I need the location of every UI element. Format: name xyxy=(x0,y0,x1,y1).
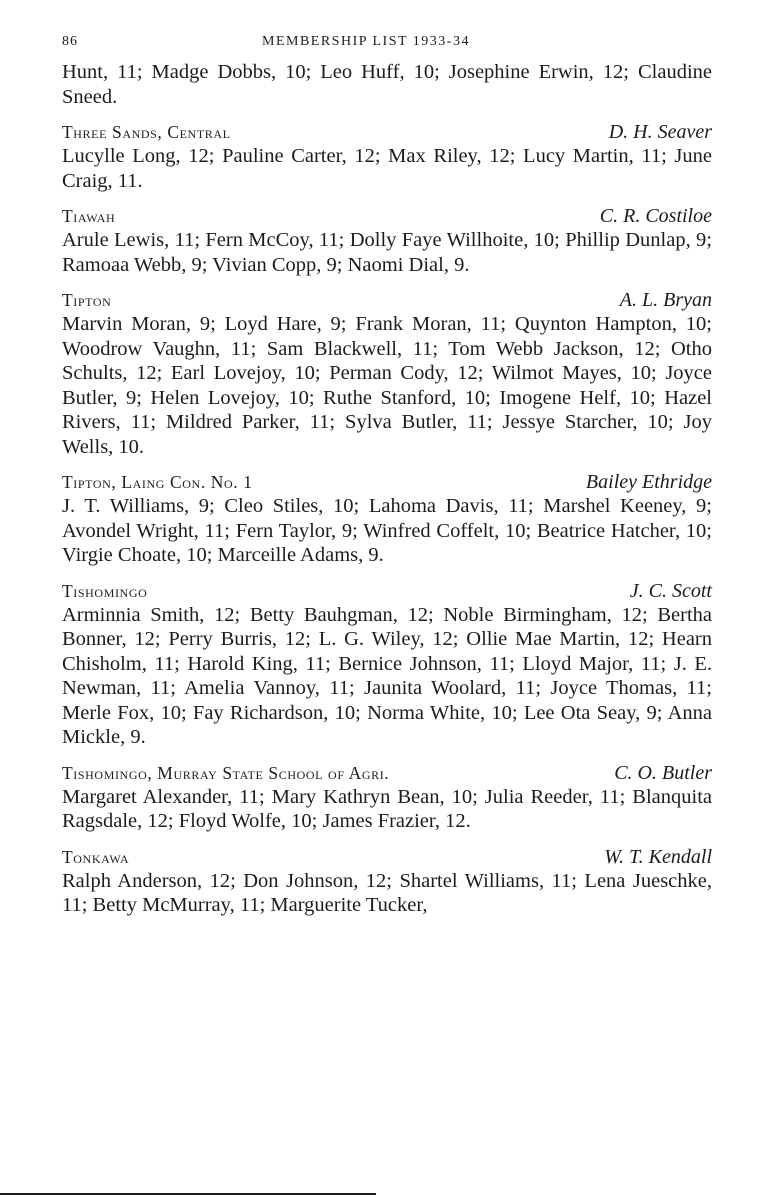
school-entry-tipton xyxy=(62,288,712,459)
running-title: MEMBERSHIP LIST 1933-34 xyxy=(262,34,470,49)
sponsor-name: D. H. Seaver xyxy=(608,121,712,143)
school-name: Tipton, Laing Con. No. 1 xyxy=(62,472,253,492)
entry-heading xyxy=(62,761,712,785)
sponsor-name: J. C. Scott xyxy=(629,579,712,602)
member-list: Lucylle Long, 12; Pauline Carter, 12; Max Riley, 12; Lucy Martin, 11; June Craig, 11. xyxy=(62,145,712,192)
sponsor-name: W. T. Kendall xyxy=(604,845,712,868)
school-entry-tonkawa xyxy=(62,845,712,918)
entry-heading xyxy=(62,579,712,603)
entry-heading xyxy=(62,845,712,869)
school-name: Tiawah xyxy=(62,206,116,226)
running-header xyxy=(62,30,712,60)
member-list: Arule Lewis, 11; Fern McCoy, 11; Dolly Faye Willhoite, 10; Phillip Dunlap, 9; Ramoaa Webb, 9; Vivian Copp, 9; Naomi Dial, 9. xyxy=(62,229,712,276)
school-name: Tishomingo xyxy=(62,580,148,601)
continuation-paragraph: Hunt, 11; Madge Dobbs, 10; Leo Huff, 10; Josephine Erwin, 12; Claudine Sneed. xyxy=(62,61,712,108)
member-list: Ralph Anderson, 12; Don Johnson, 12; Shartel Williams, 11; Lena Jueschke, 11; Betty McMurray, 11; Marguerite Tucker, xyxy=(62,869,712,916)
member-list: Margaret Alexander, 11; Mary Kathryn Bean, 10; Julia Reeder, 11; Blanquita Ragsdale, 12; Floyd Wolfe, 10; James Frazier, 12. xyxy=(62,785,712,832)
school-entry-three-sands-central xyxy=(62,120,712,193)
page-number: 86 xyxy=(62,34,78,49)
sponsor-name: A. L. Bryan xyxy=(619,289,712,311)
entry-heading xyxy=(62,204,712,228)
sponsor-name: C. R. Costiloe xyxy=(599,205,712,227)
entry-heading xyxy=(62,120,712,144)
member-list: Arminnia Smith, 12; Betty Bauhgman, 12; Noble Birmingham, 12; Bertha Bonner, 12; Perry Burris, 12; L. G. Wiley, 12; Ollie Mae Martin, 12; Hearn Chisholm, 11; Harold King, 11; Bernice Johnson, 11; Lloyd Major, 11; J. E. Newman, 11; Amelia Vannoy, 11; Jaunita Woolard, 11; Joyce Thomas, 11; Merle Fox, 10; Fay Richardson, 10; Norma White, 10; Lee Ota Seay, 9; Anna Mickle, 9. xyxy=(62,603,712,748)
school-entry-tiawah xyxy=(62,204,712,277)
school-entry-tishomingo-murray xyxy=(62,761,712,834)
school-name: Three Sands, Central xyxy=(62,122,231,142)
school-entry-tipton-laing xyxy=(62,470,712,568)
entry-heading xyxy=(62,470,712,494)
school-name: Tonkawa xyxy=(62,846,130,867)
bottom-divider xyxy=(0,1193,376,1195)
school-entry-tishomingo xyxy=(62,579,712,750)
sponsor-name: C. O. Butler xyxy=(614,761,712,784)
school-name: Tishomingo, Murray State School of Agri. xyxy=(62,762,390,783)
school-name: Tipton xyxy=(62,290,112,310)
sponsor-name: Bailey Ethridge xyxy=(585,471,712,493)
member-list: Marvin Moran, 9; Loyd Hare, 9; Frank Moran, 11; Quynton Hampton, 10; Woodrow Vaughn, 11; Sam Blackwell, 11; Tom Webb Jackson, 12; Otho Schults, 12; Earl Lovejoy, 10; Perman Cody, 12; Wilmot Mayes, 10; Joyce Butler, 9; Helen Lovejoy, 10; Ruthe Stanford, 10; Imogene Helf, 10; Hazel Rivers, 11; Mildred Parker, 11; Sylva Butler, 11; Jessye Starcher, 10; Joy Wells, 10. xyxy=(62,313,712,458)
document-page xyxy=(62,30,712,918)
entry-heading xyxy=(62,288,712,312)
member-list: J. T. Williams, 9; Cleo Stiles, 10; Lahoma Davis, 11; Marshel Keeney, 9; Avondel Wright, 11; Fern Taylor, 9; Winfred Coffelt, 10; Beatrice Hatcher, 10; Virgie Choate, 10; Marceille Adams, 9. xyxy=(62,495,712,566)
